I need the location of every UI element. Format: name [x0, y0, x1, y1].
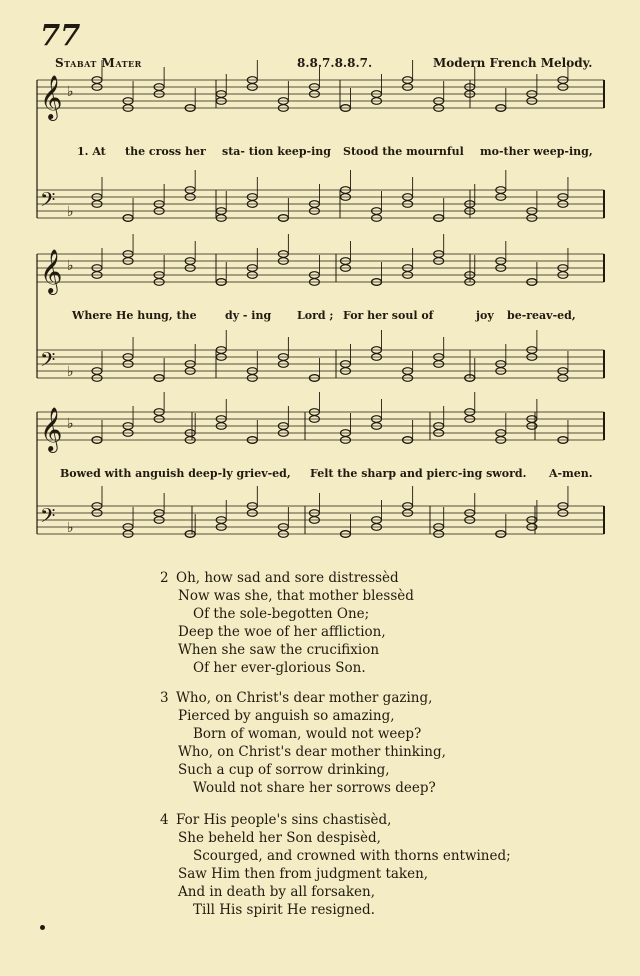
stanza-line: Pierced by anguish so amazing,	[178, 708, 395, 724]
flat-sign: ♭	[67, 416, 74, 432]
meter: 8.8.7.8.8.7.	[297, 56, 373, 70]
lyric-1c: sta- tion keep-ing	[222, 145, 331, 158]
tune-name: Stabat Mater	[55, 56, 142, 70]
lyric-1a: 1. At	[77, 145, 106, 158]
bass-clef: 𝄢	[40, 188, 56, 216]
page-dot	[40, 925, 45, 930]
bass-clef: 𝄢	[40, 348, 56, 376]
lyric-3b: Felt the sharp and pierc-ing sword.	[310, 467, 527, 480]
stanza-number: 4	[160, 812, 169, 828]
treble-clef: 𝄞	[40, 249, 63, 293]
lyric-2e: joy	[476, 309, 494, 322]
stanza-line: Such a cup of sorrow drinking,	[178, 762, 390, 778]
stanza-line: Scourged, and crowned with thorns entwined;	[193, 848, 511, 864]
stanza-line: Saw Him then from judgment taken,	[178, 866, 429, 882]
lyric-2c: Lord ;	[297, 309, 334, 322]
stanza-line: She beheld her Son despisèd,	[178, 830, 381, 846]
treble-clef: 𝄞	[40, 75, 63, 119]
stanza-line: Now was she, that mother blessèd	[178, 588, 414, 604]
lyric-2f: be-reav-ed,	[507, 309, 576, 322]
stanza-number: 3	[160, 690, 169, 706]
stanza-line: Born of woman, would not weep?	[193, 726, 422, 742]
stanza-line: And in death by all forsaken,	[178, 884, 376, 900]
stanza-line: Till His spirit He resigned.	[193, 902, 375, 918]
page-number: 77	[40, 18, 81, 52]
lyric-1d: Stood the mournful	[343, 145, 464, 158]
stanza-line: Oh, how sad and sore distressèd	[176, 570, 399, 586]
stanza-line: Of the sole-begotten One;	[193, 606, 370, 622]
stanza-number: 2	[160, 570, 169, 586]
staff-notation	[37, 60, 604, 537]
lyric-2d: For her soul of	[343, 309, 434, 322]
treble-clef: 𝄞	[40, 407, 63, 451]
stanza-line: Who, on Christ's dear mother gazing,	[176, 690, 433, 706]
lyric-3c: A-men.	[549, 467, 593, 480]
lyric-1b: the cross her	[125, 145, 206, 158]
flat-sign: ♭	[67, 84, 74, 100]
flat-sign: ♭	[67, 364, 74, 380]
lyric-2a: Where He hung, the	[72, 309, 197, 322]
lyric-1e: mo-ther weep-ing,	[480, 145, 593, 158]
lyric-2b: dy - ing	[225, 309, 272, 322]
flat-sign: ♭	[67, 520, 74, 536]
lyric-3a: Bowed with anguish deep-ly griev-ed,	[60, 467, 291, 480]
stanza-line: When she saw the crucifixion	[178, 642, 380, 658]
flat-sign: ♭	[67, 258, 74, 274]
stanza-line: Who, on Christ's dear mother thinking,	[178, 744, 446, 760]
tune-source: Modern French Melody.	[433, 56, 593, 70]
stanza-line: Deep the woe of her affliction,	[178, 624, 386, 640]
bass-clef: 𝄢	[40, 504, 56, 532]
stanza-line: For His people's sins chastisèd,	[176, 812, 392, 828]
flat-sign: ♭	[67, 204, 74, 220]
stanza-line: Would not share her sorrows deep?	[193, 780, 436, 796]
stanza-line: Of her ever-glorious Son.	[193, 660, 366, 676]
